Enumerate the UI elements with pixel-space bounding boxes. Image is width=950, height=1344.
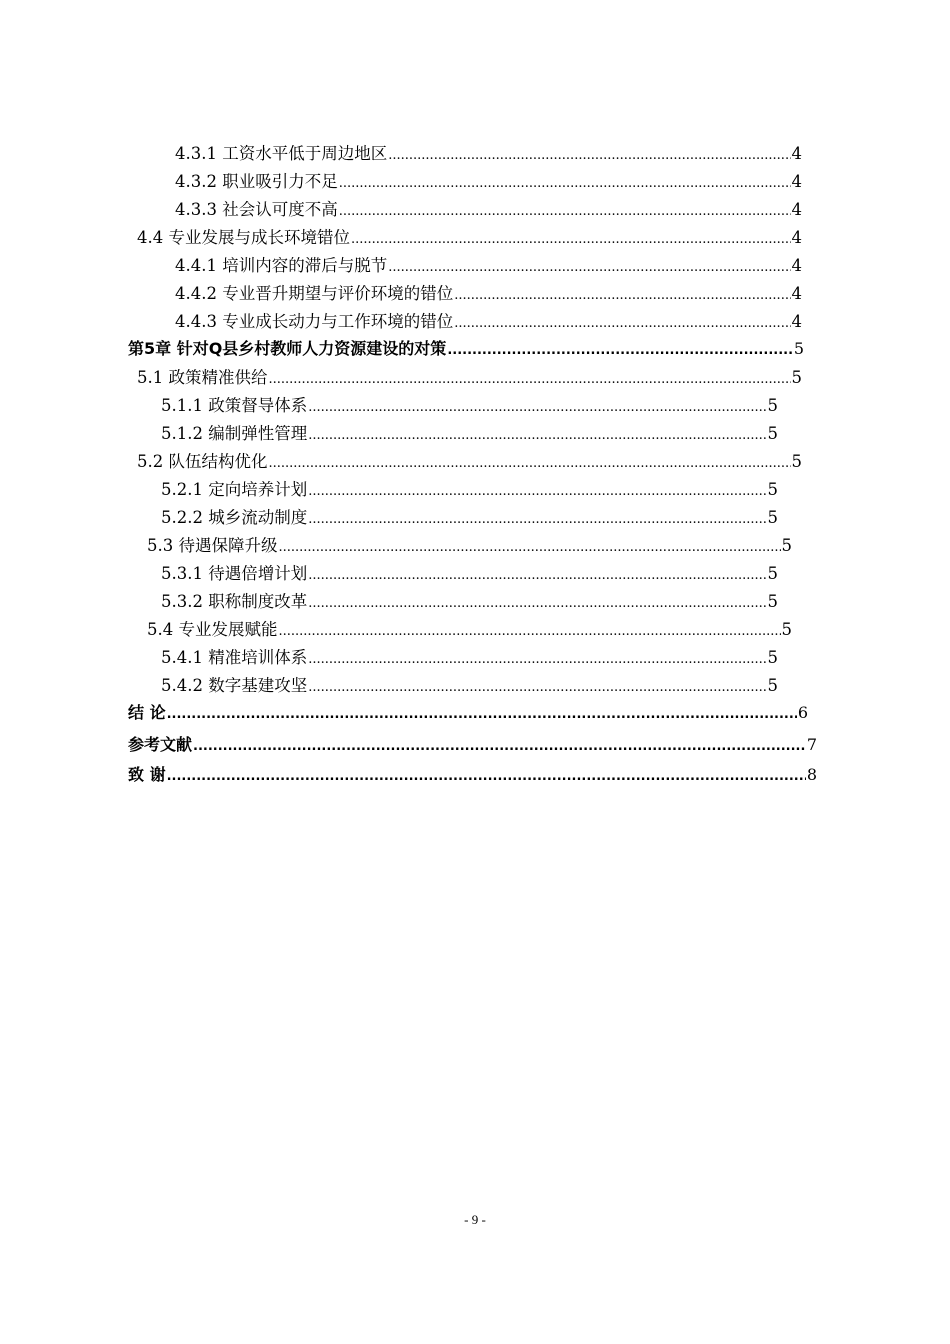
toc-entry-label: 第5章 针对Q县乡村教师人力资源建设的对策 (128, 339, 447, 358)
toc-leader-dots (193, 739, 806, 754)
toc-entry[interactable] (128, 700, 808, 724)
toc-leader-dots (308, 596, 766, 611)
toc-leader-dots (308, 680, 766, 695)
toc-entry[interactable] (161, 504, 778, 528)
toc-entry-page: 5 (767, 592, 778, 611)
toc-entry-page: 5 (781, 620, 792, 639)
toc-entry[interactable] (175, 252, 802, 276)
toc-entry-page: 4 (791, 284, 802, 303)
toc-entry[interactable] (128, 336, 804, 360)
toc-entry-label: 5.1.1 政策督导体系 (161, 396, 308, 415)
toc-entry-label: 5.1.2 编制弹性管理 (161, 424, 308, 443)
toc-entry-label: 5.3 待遇保障升级 (147, 536, 278, 555)
toc-entry[interactable] (128, 732, 817, 756)
toc-entry-page: 7 (806, 735, 817, 754)
toc-entry-page: 4 (791, 256, 802, 275)
toc-entry[interactable] (175, 308, 802, 332)
toc-entry-page: 4 (791, 172, 802, 191)
toc-entry[interactable] (161, 672, 778, 696)
toc-entry-label: 参考文献 (128, 735, 193, 754)
toc-leader-dots (339, 204, 791, 219)
toc-leader-dots (308, 484, 766, 499)
toc-entry-label: 5.4 专业发展赋能 (147, 620, 278, 639)
toc-leader-dots (339, 176, 791, 191)
toc-entry[interactable] (161, 644, 778, 668)
toc-entry-page: 5 (767, 480, 778, 499)
toc-entry[interactable] (161, 476, 778, 500)
toc-entry-label: 5.1 政策精准供给 (137, 368, 268, 387)
toc-entry-label: 5.4.2 数字基建攻坚 (161, 676, 308, 695)
toc-entry[interactable] (147, 616, 792, 640)
toc-entry-page: 4 (791, 228, 802, 247)
toc-leader-dots (269, 456, 791, 471)
toc-entry-page: 5 (767, 508, 778, 527)
toc-entry-label: 致 谢 (128, 765, 166, 784)
toc-leader-dots (167, 769, 806, 784)
toc-entry-label: 5.3.2 职称制度改革 (161, 592, 308, 611)
toc-entry[interactable] (128, 762, 817, 786)
toc-entry-page: 5 (793, 339, 804, 358)
toc-entry-label: 5.2 队伍结构优化 (137, 452, 268, 471)
toc-entry[interactable] (137, 448, 802, 472)
toc-leader-dots (308, 428, 766, 443)
toc-entry-label: 4.3.2 职业吸引力不足 (175, 172, 338, 191)
toc-entry-page: 4 (791, 312, 802, 331)
toc-entry[interactable] (161, 420, 778, 444)
toc-entry-label: 4.3.1 工资水平低于周边地区 (175, 144, 388, 163)
toc-entry-label: 5.2.1 定向培养计划 (161, 480, 308, 499)
toc-entry[interactable] (175, 140, 802, 164)
toc-entry[interactable] (161, 392, 778, 416)
toc-entry-page: 6 (797, 703, 808, 722)
toc-leader-dots (308, 652, 766, 667)
toc-leader-dots (388, 148, 790, 163)
toc-entry-label: 5.3.1 待遇倍增计划 (161, 564, 308, 583)
toc-entry-page: 4 (791, 144, 802, 163)
toc-entry-page: 4 (791, 200, 802, 219)
toc-leader-dots (269, 372, 791, 387)
toc-entry-page: 5 (767, 424, 778, 443)
toc-entry[interactable] (137, 364, 802, 388)
toc-entry-label: 5.2.2 城乡流动制度 (161, 508, 308, 527)
toc-entry-label: 4.4 专业发展与成长环境错位 (137, 228, 350, 247)
toc-entry-page: 8 (806, 765, 817, 784)
toc-leader-dots (308, 512, 766, 527)
toc-entry-label: 4.4.3 专业成长动力与工作环境的错位 (175, 312, 454, 331)
toc-entry-page: 5 (767, 564, 778, 583)
toc-entry[interactable] (175, 168, 802, 192)
toc-entry[interactable] (147, 532, 792, 556)
toc-entry-label: 4.4.2 专业晋升期望与评价环境的错位 (175, 284, 454, 303)
toc-entry[interactable] (137, 224, 802, 248)
toc-leader-dots (167, 707, 797, 722)
toc-entry-page: 5 (781, 536, 792, 555)
toc-leader-dots (388, 260, 790, 275)
toc-leader-dots (279, 540, 781, 555)
toc-leader-dots (454, 288, 790, 303)
toc-entry[interactable] (161, 560, 778, 584)
toc-leader-dots (454, 316, 790, 331)
toc-entry-page: 5 (791, 368, 802, 387)
toc-entry[interactable] (161, 588, 778, 612)
toc-entry-page: 5 (767, 676, 778, 695)
toc-entry[interactable] (175, 280, 802, 304)
toc-leader-dots (351, 232, 791, 247)
toc-leader-dots (308, 568, 766, 583)
toc-entry[interactable] (175, 196, 802, 220)
toc-entry-page: 5 (767, 648, 778, 667)
toc-entry-page: 5 (791, 452, 802, 471)
toc-leader-dots (279, 624, 781, 639)
toc-leader-dots (447, 343, 793, 358)
toc-leader-dots (308, 400, 766, 415)
toc-entry-label: 4.4.1 培训内容的滞后与脱节 (175, 256, 388, 275)
page-number: - 9 - (464, 1212, 486, 1227)
toc-entry-label: 结 论 (128, 703, 166, 722)
toc-entry-label: 5.4.1 精准培训体系 (161, 648, 308, 667)
toc-entry-label: 4.3.3 社会认可度不高 (175, 200, 338, 219)
toc-entry-page: 5 (767, 396, 778, 415)
